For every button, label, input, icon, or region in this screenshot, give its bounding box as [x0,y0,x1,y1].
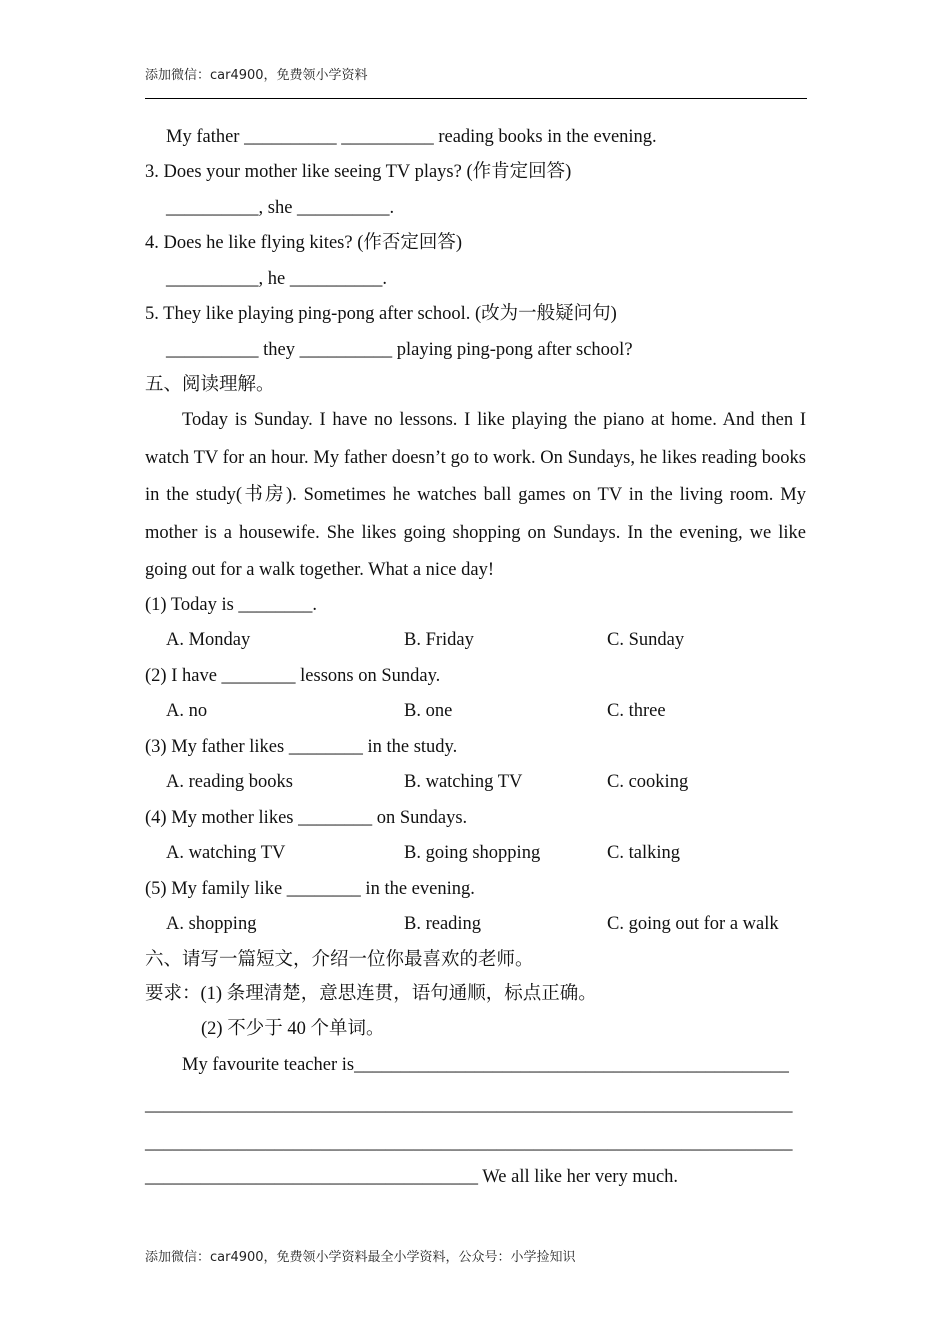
page-header: 添加微信：car4900，免费领小学资料 [145,68,368,83]
question-3-option-b: B. watching TV [404,772,523,792]
writing-requirement-1: 要求：(1) 条理清楚，意思连贯，语句通顺，标点正确。 [145,984,597,1004]
question-3-option-c: C. cooking [607,772,689,792]
writing-line-3: ______________________________________________________________________ [145,1133,793,1153]
q5-stem: 5. They like playing ping-pong after school. (改为一般疑问句) [145,304,617,324]
q3-stem: 3. Does your mother like seeing TV plays? (作肯定回答) [145,162,572,182]
page-footer: 添加微信：car4900，免费领小学资料最全小学资料，公众号：小学捡知识 [145,1250,576,1265]
section6-title: 六、请写一篇短文，介绍一位你最喜欢的老师。 [145,950,534,970]
question-1-option-c: C. Sunday [607,630,685,650]
question-4-option-c: C. talking [607,843,680,863]
writing-line-4: ____________________________________ We all like her very much. [145,1167,679,1187]
header-divider [145,98,807,99]
q4-answer-line: __________, he __________. [166,269,387,289]
reading-passage: Today is Sunday. I have no lessons. I like playing the piano at home. And then I watch TV for an hour. My father doesn’t go to work. On Sundays, he likes reading books in the study(书房). Sometimes he watches ball games on TV in the living room. My mother is a housewife. She likes going shopping on Sundays. In the evening, we like going out for a walk together. What a nice day! [145,410,806,580]
q5-answer-line: __________ they __________ playing ping-pong after school? [166,340,633,360]
section5-title: 五、阅读理解。 [145,375,275,395]
question-4-stem: (4) My mother likes ________ on Sundays. [145,808,468,828]
writing-requirement-2: (2) 不少于 40 个单词。 [201,1019,385,1039]
question-5-stem: (5) My family like ________ in the evening. [145,879,475,899]
question-2-option-a: A. no [166,701,208,721]
writing-line-2: ______________________________________________________________________ [145,1095,793,1115]
q2-answer-line: My father __________ __________ reading books in the evening. [166,127,657,147]
q3-answer-line: __________, she __________. [166,198,395,218]
question-4-option-a: A. watching TV [166,843,286,863]
question-5-option-b: B. reading [404,914,482,934]
question-5-option-a: A. shopping [166,914,257,934]
question-2-option-c: C. three [607,701,666,721]
question-1-option-a: A. Monday [166,630,251,650]
question-3-option-a: A. reading books [166,772,293,792]
question-5-option-c: C. going out for a walk [607,914,779,934]
question-4-option-b: B. going shopping [404,843,541,863]
question-1-option-b: B. Friday [404,630,474,650]
question-3-stem: (3) My father likes ________ in the study. [145,737,458,757]
question-1-stem: (1) Today is ________. [145,595,318,615]
question-2-stem: (2) I have ________ lessons on Sunday. [145,666,441,686]
question-2-option-b: B. one [404,701,453,721]
q4-stem: 4. Does he like flying kites? (作否定回答) [145,233,463,253]
writing-line-1: My favourite teacher is_______________________________________________ [182,1055,789,1075]
